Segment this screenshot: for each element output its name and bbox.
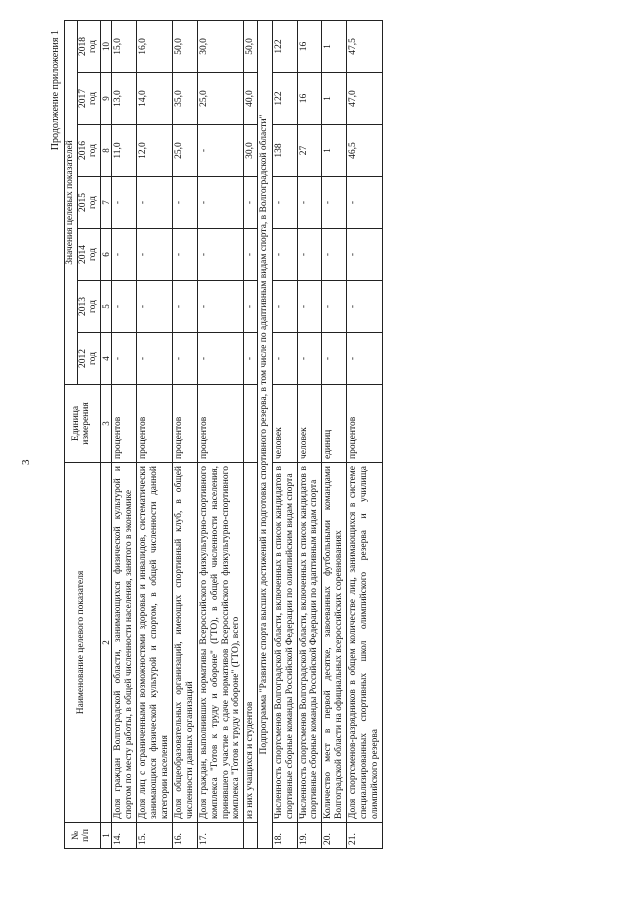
unit-cell: человек [297,385,322,463]
value-cell: 25,0 [197,73,244,125]
indicator-name: Доля граждан Волгоградской области, занимающихся физической культурой и спортом по месту работы, в общей численности населения, занятого в экономике [112,463,137,823]
col-number: 7 [100,177,111,229]
value-cell: - [137,281,173,333]
value-cell: 12,0 [137,125,173,177]
subprogram-row [258,20,272,848]
unit-cell: процентов [347,385,383,463]
indicator-name: Доля общеобразовательных организаций, имеющих спортивный клуб, в общей численности данных организаций [172,463,197,823]
value-cell: 35,0 [172,73,197,125]
value-cell: 16 [297,73,322,125]
value-cell: 15,0 [112,20,137,72]
indicator-name: Количество мест в первой десятке, завоеванных футбольными командами Волгоградской области на официальных всероссийских соревнованиях [322,463,347,823]
table-row [137,20,173,848]
value-cell: - [347,333,383,385]
value-cell: 25,0 [172,125,197,177]
value-cell: - [297,177,322,229]
value-cell: 46,5 [347,125,383,177]
value-cell: - [197,177,244,229]
value-cell: - [137,177,173,229]
value-cell: - [347,281,383,333]
value-cell: - [272,177,297,229]
value-cell: 30,0 [244,125,258,177]
col-number: 9 [100,73,111,125]
row-number: 18. [272,823,297,849]
header-values-group: Значения целевых показателей [65,20,78,384]
col-number: 3 [100,385,111,463]
value-cell: - [347,229,383,281]
value-cell: - [322,229,347,281]
header-unit: Единица измерения [65,385,101,463]
value-cell: - [197,333,244,385]
value-cell: 47,5 [347,20,383,72]
value-cell: 47,0 [347,73,383,125]
table-row [347,20,383,848]
table-row [197,20,244,848]
value-cell: - [137,333,173,385]
col-number: 4 [100,333,111,385]
table-row [297,20,322,848]
unit-cell: человек [272,385,297,463]
row-number: 15. [137,823,173,849]
value-cell: - [137,229,173,281]
value-cell: - [272,333,297,385]
value-cell: - [172,333,197,385]
indicator-name: Доля лиц с ограниченными возможностями здоровья и инвалидов, систематически занимающихся физической культурой и спортом, в общей численности данной категории населения [137,463,173,823]
value-cell: 1 [322,20,347,72]
value-cell: - [172,229,197,281]
value-cell: 122 [272,73,297,125]
row-number: 17. [197,823,244,849]
value-cell: 138 [272,125,297,177]
value-cell: - [112,177,137,229]
value-cell: - [244,333,258,385]
header-year: 2013 год [77,281,100,333]
value-cell: 40,0 [244,73,258,125]
col-number: 2 [100,463,111,823]
col-number: 8 [100,125,111,177]
value-cell: - [244,281,258,333]
table-row [112,20,137,848]
value-cell: 27 [297,125,322,177]
value-cell: 14,0 [137,73,173,125]
value-cell: 11,0 [112,125,137,177]
target-indicators-table [64,20,383,849]
value-cell: 122 [272,20,297,72]
indicator-name: Доля спортсменов-разрядников в общем количестве лиц, занимающихся в системе специализированных спортивных школ олимпийского резерва и училища олимпийского резерва [347,463,383,823]
indicator-name: Доля граждан, выполнивших нормативы Всероссийского физкультурно-спортивного комплекса "Готов к труду и обороне" (ГТО), в общей численности населения, принявшего участие в сдаче нормативов Всероссийского физкультурно-спортивного комплекса "Готов к труду и обороне" (ГТО), всего [197,463,244,823]
value-cell: 50,0 [244,20,258,72]
value-cell: 13,0 [112,73,137,125]
value-cell: - [322,281,347,333]
header-year: 2014 год [77,229,100,281]
value-cell: - [112,281,137,333]
value-cell: 16 [297,20,322,72]
value-cell: 50,0 [172,20,197,72]
unit-cell: процентов [172,385,197,463]
value-cell: - [197,125,244,177]
value-cell: - [272,281,297,333]
header-num: № п/п [65,823,101,849]
header-year: 2015 год [77,177,100,229]
value-cell: - [322,177,347,229]
value-cell: - [297,333,322,385]
value-cell: - [197,281,244,333]
col-number: 10 [100,20,111,72]
value-cell: - [347,177,383,229]
value-cell: - [112,333,137,385]
value-cell: - [197,229,244,281]
column-numbers-row [100,20,111,848]
value-cell: - [297,281,322,333]
subprogram-title: Подпрограмма "Развитие спорта высших достижений и подготовка спортивного резерва, в том числе по адаптивным видам спорта, в Волгоградской области" [258,20,272,848]
col-number: 5 [100,281,111,333]
col-number: 1 [100,823,111,849]
value-cell: 1 [322,73,347,125]
table-row [322,20,347,848]
header-year: 2012 год [77,333,100,385]
value-cell: 16,0 [137,20,173,72]
unit-cell: процентов [112,385,137,463]
value-cell: - [297,229,322,281]
header-year: 2017 год [77,73,100,125]
row-number [244,823,258,849]
header-year: 2016 год [77,125,100,177]
table-row [244,20,258,848]
row-number: 19. [297,823,322,849]
value-cell: - [322,333,347,385]
value-cell: - [112,229,137,281]
unit-cell: единиц [322,385,347,463]
unit-cell [244,385,258,463]
unit-cell: процентов [197,385,244,463]
unit-cell: процентов [137,385,173,463]
row-number: 14. [112,823,137,849]
continuation-note: Продолжение приложения 1 [50,30,61,151]
indicator-name: из них учащихся и студентов [244,463,258,823]
value-cell: 30,0 [197,20,244,72]
table-row [172,20,197,848]
header-year: 2018 год [77,20,100,72]
value-cell: - [172,281,197,333]
col-number: 6 [100,229,111,281]
value-cell: - [244,177,258,229]
indicator-name: Численность спортсменов Волгоградской области, включенных в список кандидатов в спортивные сборные команды Российской Федерации по олимпийским видам спорта [272,463,297,823]
header-name: Наименование целевого показателя [65,463,101,823]
value-cell: 1 [322,125,347,177]
row-number: 20. [322,823,347,849]
value-cell: - [244,229,258,281]
page-number: 3 [20,459,32,465]
row-number: 21. [347,823,383,849]
value-cell: - [172,177,197,229]
indicator-name: Численность спортсменов Волгоградской области, включенных в список кандидатов в спортивные сборные команды Российской Федерации по адаптивным видам спорта [297,463,322,823]
value-cell: - [272,229,297,281]
row-number: 16. [172,823,197,849]
table-row [272,20,297,848]
